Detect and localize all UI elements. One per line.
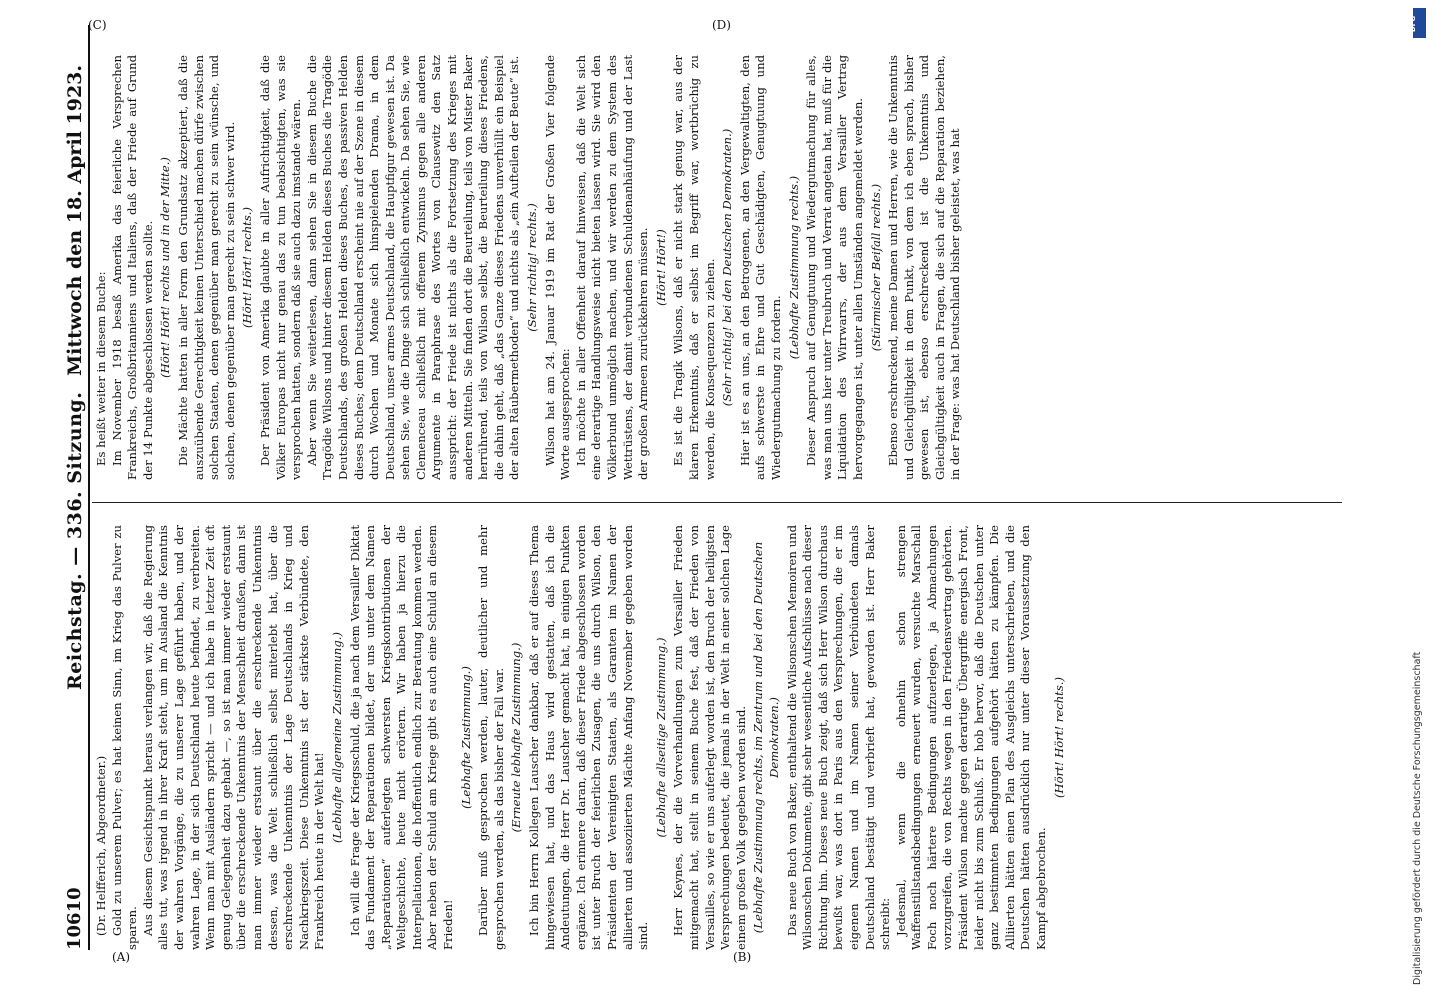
interjection: (Hört! Hört! rechts und in der Mitte.) xyxy=(158,157,173,378)
interjection: (Erneute lebhafte Zustimmung.) xyxy=(509,642,524,833)
paragraph: Darüber muß gesprochen werden, lauter, deutlicher und mehr gesprochen werden, als das bisher der Fall war. xyxy=(476,525,506,950)
margin-mark-b: (B) xyxy=(733,950,752,964)
interjection: (Sehr richtig! rechts.) xyxy=(525,203,540,332)
paragraph: Gold zu unserem Pulver; es hat keinen Sinn, im Krieg das Pulver zu sparen. xyxy=(109,525,140,950)
interjection: (Lebhafte allseitige Zustimmung.) xyxy=(653,637,668,838)
paragraph: Es heißt weiter in diesem Buche: xyxy=(94,271,108,466)
page-number: 10610 xyxy=(64,887,85,950)
text-column-right xyxy=(94,55,1334,480)
rotated-page-content xyxy=(62,25,1352,950)
header-title: Reichstag. — 336. Sitzung. xyxy=(64,391,86,690)
paragraph: Ebenso erschreckend, meine Damen und Herren, wie die Unkenntnis und Gleichgültigkeit in dem Punkt, von dem ich eben sprach, bisher gewesen ist, ebenso erschreckend ist die Unkenntnis und Gleichgültigkeit auch in Fragen, die sich auf die Reparation beziehen, in der Frage: was hat Deutschland bisher geleistet, was hat xyxy=(886,55,963,480)
paragraph: Das neue Buch von Baker, enthaltend die Wilsonschen Memoiren und Wilsonschen Dokumente, gibt sehr wesentliche Aufschlüsse nach dieser Richtung hin. Dieses neue Buch zeigt, daß sich Herr Wilson durchaus bewußt war, was dort in Paris aus den Versprechungen, die er im eigenen Namen und im Namen seiner Verbündeten damals Deutschland bestätigt und verbrieft hat, geworden ist. Herr Baker schreibt: xyxy=(784,525,893,950)
interjection: (Stürmischer Beifall rechts.) xyxy=(868,183,883,352)
paragraph: Aber wenn Sie weiterlesen, dann sehen Sie in diesem Buche die Tragödie Wilsons und hinter diesem Helden dieses Buches die Tragödie Deutschlands, des großen Helden dieses Buches, des passiven Helden dieses Buches; denn Deutschland erscheint nie auf der Szene in diesem durch Wochen und Monate sich hinspielenden Drama, in dem Deutschland, unser armes Deutschland, die Hauptfigur gewesen ist. Da sehen Sie, wie die Dinge sich schließlich entwickeln. Da sehen Sie, wie Clemenceau schließlich mit offenem Zynismus gegen alle anderen Argumente in Paraphrase des Wortes von Clausewitz den Satz ausspricht: der Friede ist nichts als die Fortsetzung des Krieges mit anderen Mitteln. Sie finden dort die Beurteilung, teils von Mister Baker herrührend, teils von Wilson selbst, die Beurteilung dieses Friedens, die dahin geht, daß „das Ganze dieses Friedens unverhüllt ein Beispiel der alten Räubermethoden“ und nichts als „ein Aufteilen der Beute“ ist. xyxy=(304,55,522,480)
paragraph: Hier ist es an uns, an den Betrogenen, an den Vergewaltigten, den aufs schwerste in Ehre und Gut Geschädigten, Genugtuung und Wiedergutmachung zu fordern. xyxy=(737,55,783,480)
paragraph: Im November 1918 besaß Amerika das feierliche Versprechen Frankreichs, Großbritanniens und Italiens, daß der Friede auf Grund der 14 Punkte abgeschlossen werden sollte. xyxy=(109,55,155,480)
interjection: (Lebhafte Zustimmung.) xyxy=(458,666,473,809)
paragraph: Der Präsident von Amerika glaubte in aller Aufrichtigkeit, daß die Völker Europas nicht nur genau das zu tun beabsichtigten, was sie versprochen hatten, sondern daß sie auch dazu imstande wären. xyxy=(257,55,304,480)
paragraph: Es ist die Tragik Wilsons, daß er nicht stark genug war, aus der klaren Erkenntnis, daß er selbst im Begriff war, wortbrüchig zu werden, die Konsequenzen zu ziehen. xyxy=(671,55,717,480)
paragraph: Ich möchte in aller Offenheit darauf hinweisen, daß die Welt sich eine derartige Handlungsweise nicht bieten lassen wird. Sie wird den Völkerbund unmöglich machen, und wir werden zu dem System des Wettrüstens, der damit verbundenen Schuldenanhäufung und der Last der großen Armeen zurückkehren müssen. xyxy=(573,55,651,480)
interjection: (Lebhafte allgemeine Zustimmung.) xyxy=(329,632,344,843)
header-date: Mittwoch den 18. April 1923. xyxy=(64,65,86,376)
paragraph: Jedesmal, wenn die ohnehin schon strengen Waffenstillstandsbedingungen erneuert wurden, versuchte Marschall Foch noch härtere Bedingungen aufzuerlegen, ja Abmachungen vorzugreifen, die von Rechts wegen in den Friedensvertrag gehörten. Präsident Wilson machte gegen derartige Übergriffe energisch Front, leider nicht bis zum Schluß. Er hob hervor, daß die Deutschen unter ganz bestimmten Bedingungen aufgehört hätten zu kämpfen. Die Alliierten hätten einen Plan des Ausgleichs unterschrieben, und die Deutschen hätten ausdrücklich nur unter dieser Voraussetzung den Kampf abgebrochen. xyxy=(893,525,1049,950)
paragraph: Ich bin Herrn Kollegen Lauscher dankbar, daß er auf dieses Thema hingewiesen hat, und das Haus wird gestatten, daß ich die Andeutungen, die Herr Dr. Lauscher gemacht hat, in einigen Punkten ergänze. Ich erinnere daran, daß dieser Friede abgeschlossen worden ist unter Bruch der feierlichen Zusagen, die uns durch Wilson, den Präsidenten der Vereinigten Staaten, als Garanten im Namen der alliierten und assoziierten Mächte Anfang November gegeben worden sind. xyxy=(527,525,651,950)
margin-mark-a: (A) xyxy=(112,950,131,964)
paragraph: Aus diesem Gesichtspunkt heraus verlangen wir, daß die Regierung alles tut, was irgend in ihrer Kraft steht, um im Ausland die Kenntnis der wahren Vorgänge, die zu unserer Lage geführt haben, und der wahren Lage, in der sich Deutschland heute befindet, zu verbreiten. Wenn man mit Ausländern spricht — und ich habe in letzter Zeit oft genug Gelegenheit dazu gehabt —, so ist man immer wieder erstaunt über die erschreckende Unkenntnis der Menschheit draußen, dann ist man immer wieder erstaunt über die erschreckende Unkenntnis dessen, was die Welt schließlich selbst miterlebt hat, über die erschreckende Unkenntnis der Lage Deutschlands in Krieg und Nachkriegszeit. Diese Unkenntnis ist der stärkste Verbündete, den Frankreich heute in der Welt hat! xyxy=(140,525,327,950)
paragraph: Dieser Anspruch auf Genugtuung und Wiedergutmachung für alles, was man uns hier unter Treubruch und Verrat angetan hat, muß für die Liquidation des Wirrwarrs, der aus dem Versailler Vertrag hervorgegangen ist, unter allen Umständen angemeldet werden. xyxy=(804,55,865,480)
dfg-credit: Digitalisierung gefördert durch die Deutsche Forschungsgemeinschaft xyxy=(1412,651,1423,985)
margin-mark-c: (C) xyxy=(88,18,107,32)
page-header xyxy=(62,25,90,950)
interjection: (Sehr richtig! bei den Deutschen Demokraten.) xyxy=(720,128,735,407)
paragraph: Die Mächte hatten in aller Form den Grundsatz akzeptiert, daß die auszuübende Gerechtigkeit keinen Unterschied machen dürfe zwischen solchen Staaten, denen gegenüber man gerecht zu sein wünsche, und solchen, denen gegenüber man gerecht zu sein schwer wird. xyxy=(175,55,237,480)
interjection: (Lebhafte Zustimmung rechts.) xyxy=(786,175,801,360)
interjection: (Hört! Hört! rechts.) xyxy=(1051,677,1066,798)
dfg-logo-text: DFG xyxy=(1409,15,1418,33)
paragraph: (Dr. Helfferich, Abgeordneter.) xyxy=(94,755,108,936)
interjection: (Hört! Hört!) xyxy=(653,229,668,306)
column-divider xyxy=(92,502,1342,503)
text-column-left xyxy=(94,525,1334,950)
paragraph: Wilson hat am 24. Januar 1919 im Rat der Großen Vier folgende Worte ausgesprochen: xyxy=(542,55,573,480)
dfg-logo xyxy=(1409,8,1426,38)
interjection: (Hört! Hört! rechts.) xyxy=(240,207,255,328)
digitization-sidebar xyxy=(1409,0,1428,1000)
margin-mark-d: (D) xyxy=(712,18,731,32)
paragraph: Ich will die Frage der Kriegsschuld, die ja nach dem Versailler Diktat das Fundament der Reparationen bildet, der uns unter dem Namen „Reparationen“ auferlegten schwersten Kriegskontributionen der Weltgeschichte, heute nicht erörtern. Wir haben ja hierzu die Interpellationen, die hoffentlich endlich zur Beratung kommen werden. Aber neben der Schuld am Kriege gibt es auch eine Schuld an diesem Frieden! xyxy=(347,525,456,950)
interjection: (Lebhafte Zustimmung rechts, im Zentrum und bei den Deutschen Demokraten.) xyxy=(751,541,781,934)
paragraph: Herr Keynes, der die Vorverhandlungen zum Versailler Frieden mitgemacht hat, stellt in seinem Buche fest, daß der Frieden von Versailles, so wie er uns auferlegt worden ist, den Bruch der heiligsten Versprechungen bedeutet, die jemals in der Welt in einer solchen Lage einem großen Volk gegeben worden sind. xyxy=(671,525,748,950)
